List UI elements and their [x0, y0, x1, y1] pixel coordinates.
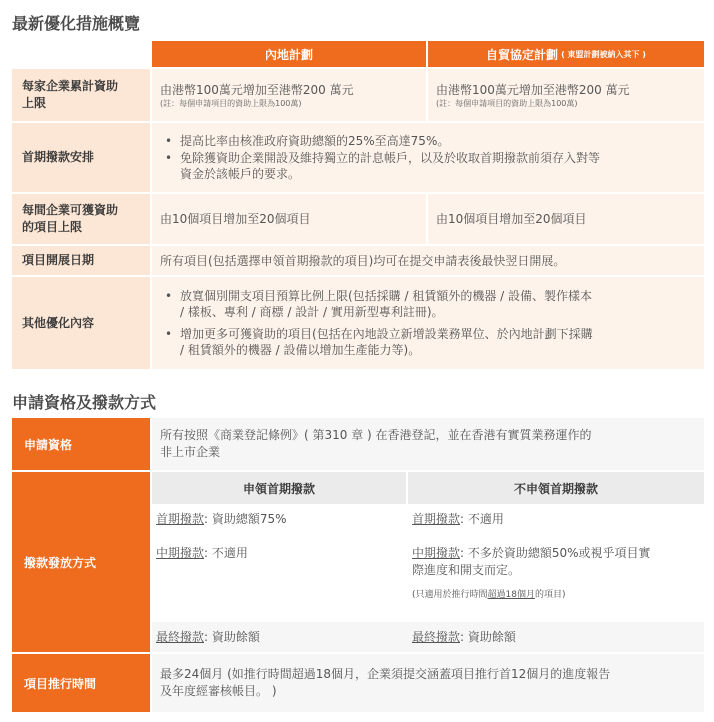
cumulative-fta-text: 由港幣100萬元增加至港幣200 萬元 [436, 82, 630, 97]
apply-interim-value: : 不適用 [204, 546, 248, 560]
projects-mainland-text: 由10個項目增加至20個項目 [160, 212, 311, 226]
duration-line1: 最多24個月 (如推行時間超過18個月，企業須提交涵蓋項目推行首12個月的進度報告 [160, 667, 611, 681]
noapply-note [412, 589, 565, 602]
start-text: 所有項目(包括選擇申領首期撥款的項目)均可在提交申請表後最快翌日開展。 [160, 253, 566, 268]
row-label-projects-line2: 的項目上限 [22, 220, 83, 234]
noapply-interim [412, 545, 702, 579]
row-label-cumulative [12, 69, 150, 121]
other-bullet-1: • 放寬個別開支項目預算比例上限(包括採購 / 租賃額外的機器 / 設備、製作樣本 / 樣板、專利 / 商標 / 設計 / 實用新型專利註冊)。 [160, 288, 704, 320]
initial-bullet-1: • 提高比率由核准政府資助總額的25%至高達75%。 [160, 133, 704, 149]
row-label-cumulative-line2: 上限 [22, 96, 47, 110]
cell-start [152, 246, 704, 275]
row-label-initial [12, 123, 150, 192]
header-noapply-initial [408, 472, 704, 504]
eligibility-line2: 非上市企業 [160, 445, 221, 459]
cell-duration [152, 654, 704, 712]
header-apply-initial [152, 472, 406, 504]
row-label-disbursement [12, 472, 150, 652]
cumulative-fta-note: (註：每個申請項目的資助上限為100萬) [436, 98, 578, 108]
header-mainland [152, 41, 426, 67]
cumulative-mainland-text: 由港幣100萬元增加至港幣200 萬元 [160, 82, 354, 97]
row-label-eligibility [12, 418, 150, 470]
apply-final-term: 最終撥款 [156, 630, 205, 644]
initial-bullets [160, 132, 704, 183]
header-fta-note: ( 東盟計劃被納入其下 ) [561, 49, 646, 59]
projects-fta-text: 由10個項目增加至20個項目 [436, 212, 587, 226]
noapply-initial-value: : 不適用 [460, 512, 504, 526]
noapply-note-post: 的項目) [534, 590, 566, 600]
eligibility-line1: 所有按照《商業登記條例》( 第310 章 ) 在香港登記，並在香港有實質業務運作的 [160, 428, 592, 442]
row-label-initial-text: 首期撥款安排 [22, 150, 95, 164]
row-label-duration-text: 項目推行時間 [24, 676, 97, 691]
apply-final [156, 629, 260, 645]
cell-eligibility [152, 418, 704, 470]
apply-interim [156, 545, 248, 561]
cell-initial [152, 123, 704, 192]
row-label-start [12, 246, 150, 275]
row-label-cumulative-line1: 每家企業累計資助 [22, 79, 119, 93]
duration-line2: 及年度經審核帳目。 ) [160, 684, 277, 698]
apply-final-value: : 資助餘額 [204, 630, 260, 644]
noapply-note-pre: (只適用於推行時間 [412, 590, 488, 600]
noapply-initial [412, 511, 504, 527]
section-title-eligibility: 申請資格及撥款方式 [12, 393, 157, 412]
noapply-interim-term: 中期撥款 [412, 546, 461, 560]
row-label-start-text: 項目開展日期 [22, 253, 95, 267]
header-apply-initial-label: 申領首期撥款 [242, 481, 315, 496]
row-label-projects-line1: 每間企業可獲資助 [22, 203, 119, 217]
noapply-initial-term: 首期撥款 [412, 512, 461, 526]
header-fta [428, 41, 704, 67]
section-title-optimization: 最新優化措施概覽 [12, 14, 141, 33]
cell-cumulative-fta [428, 69, 704, 121]
noapply-final [412, 629, 516, 645]
header-mainland-label: 內地計劃 [264, 47, 313, 62]
other-bullet-2: • 增加更多可獲資助的項目(包括在內地設立新增設業務單位、於內地計劃下採購 / 租賃額外的機器 / 設備以增加生產能力等)。 [160, 326, 704, 358]
row-label-disbursement-text: 撥款發放方式 [24, 555, 97, 570]
row-label-other [12, 277, 150, 369]
cumulative-mainland-note: (註：每個申請項目的資助上限為100萬) [160, 98, 302, 108]
row-label-duration [12, 654, 150, 712]
header-fta-label: 自貿協定計劃 [486, 47, 559, 62]
header-noapply-initial-label: 不申領首期撥款 [513, 481, 598, 496]
cell-projects-fta [428, 194, 704, 244]
cell-cumulative-mainland [152, 69, 426, 121]
noapply-final-term: 最終撥款 [412, 630, 461, 644]
noapply-interim-line1: : 不多於資助總額50%或視乎項目實 [460, 546, 651, 560]
apply-initial-term: 首期撥款 [156, 512, 205, 526]
initial-bullet-2: • 免除獲資助企業開設及維持獨立的計息帳戶，以及於收取首期撥款前須存入對等 資金於該帳戶的要求。 [160, 150, 704, 182]
other-bullets [160, 287, 704, 359]
row-label-projects [12, 194, 150, 244]
apply-initial [156, 511, 287, 527]
apply-interim-term: 中期撥款 [156, 546, 205, 560]
row-label-other-text: 其他優化內容 [22, 315, 95, 330]
noapply-final-value: : 資助餘額 [460, 630, 516, 644]
noapply-note-underlined: 超過18個月 [487, 590, 535, 600]
cell-other [152, 277, 704, 369]
cell-projects-mainland [152, 194, 426, 244]
apply-initial-value: : 資助總額75% [204, 512, 287, 526]
noapply-interim-line2: 際進度和開支而定。 [412, 563, 521, 577]
row-label-eligibility-text: 申請資格 [24, 437, 73, 452]
